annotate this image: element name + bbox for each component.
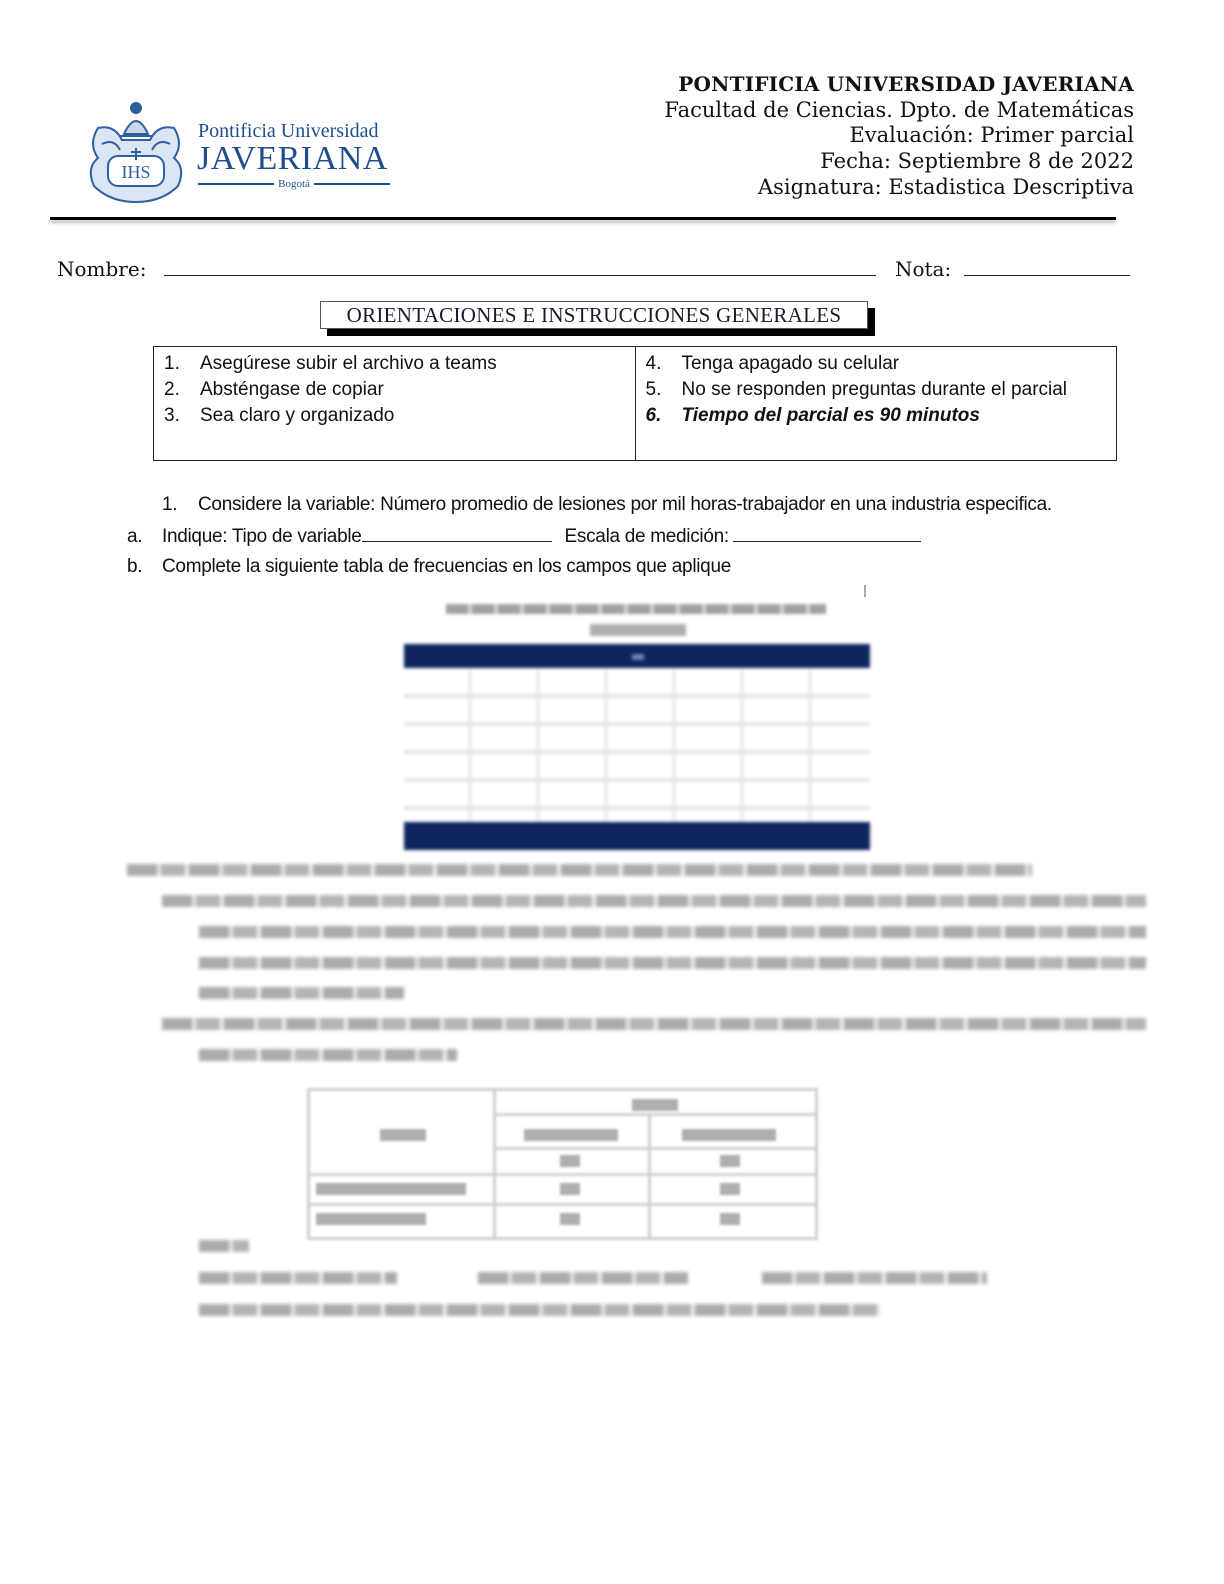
- blurred-cell: [316, 1213, 426, 1225]
- frequency-table-body: [404, 670, 870, 820]
- name-field[interactable]: [164, 257, 876, 276]
- blurred-cell: [632, 1099, 678, 1111]
- blurred-answer-field: [199, 1272, 397, 1284]
- blurred-cell: [720, 1213, 740, 1225]
- question-letter: a.: [127, 526, 143, 547]
- blurred-cell: [560, 1213, 580, 1225]
- blurred-line: [199, 987, 404, 999]
- institution-name: PONTIFICIA UNIVERSIDAD JAVERIANA: [678, 72, 1134, 96]
- instruction-text: Asegúrese subir el archivo a teams: [200, 353, 497, 374]
- logo-rule-right: [314, 183, 390, 185]
- instruction-text: Tiempo del parcial es 90 minutos: [681, 405, 980, 426]
- frequency-table-footer-row: [404, 822, 870, 850]
- student-info-row: [57, 257, 1130, 282]
- question-1: [162, 494, 1052, 516]
- logo-text-city: [198, 178, 390, 190]
- variable-type-field[interactable]: [362, 525, 552, 542]
- frequency-table: [404, 596, 870, 852]
- blurred-cell: [682, 1129, 776, 1141]
- blurred-answer-field: [762, 1272, 987, 1284]
- blurred-cell: [720, 1183, 740, 1195]
- question-text: Complete la siguiente tabla de frecuencias en los campos que aplique: [162, 556, 731, 577]
- blurred-cell: [316, 1183, 466, 1195]
- instruction-number: 1.: [164, 353, 180, 374]
- university-logo: [80, 94, 400, 206]
- exam-header: [664, 72, 1134, 201]
- instruction-text: Absténgase de copiar: [200, 379, 384, 400]
- blurred-cell: [380, 1129, 426, 1141]
- blurred-answer-field: [478, 1272, 688, 1284]
- question-1a: [127, 525, 921, 548]
- frequency-table-title-blurred: [446, 604, 826, 614]
- instruction-item: [646, 351, 1107, 377]
- instruction-item-time-limit: [646, 403, 1107, 429]
- grade-label: Nota:: [894, 257, 952, 281]
- instruction-text: Tenga apagado su celular: [681, 353, 900, 374]
- evaluation-line: Evaluación: Primer parcial: [849, 123, 1134, 148]
- instruction-text: No se responden preguntas durante el parcial: [681, 379, 1068, 400]
- logo-city-label: Bogotá: [278, 178, 310, 190]
- instruction-text: Sea claro y organizado: [200, 405, 395, 426]
- subject-line: Asignatura: Estadistica Descriptiva: [757, 174, 1134, 199]
- blurred-cell: [524, 1129, 618, 1141]
- blurred-line: [199, 926, 1146, 938]
- blurred-cell: [560, 1155, 580, 1167]
- question-text-scale: Escala de medición:: [564, 526, 729, 547]
- name-label: Nombre:: [57, 257, 147, 281]
- faculty-line: Facultad de Ciencias. Dpto. de Matemáticas: [664, 97, 1134, 122]
- blurred-cell: [560, 1183, 580, 1195]
- table-divider: [493, 1113, 815, 1116]
- logo-text-javeriana: JAVERIANA: [197, 140, 388, 177]
- question-text: Considere la variable: Número promedio de lesiones por mil horas-trabajador en una industria especifica.: [198, 494, 1052, 515]
- question-letter: b.: [127, 556, 143, 577]
- blurred-line: [199, 1049, 457, 1061]
- header-divider: [50, 217, 1116, 220]
- contingency-table: [307, 1088, 818, 1240]
- logo-rule-left: [198, 183, 274, 185]
- logo-text-pontificia: Pontificia Universidad: [198, 120, 379, 142]
- instruction-number: 4.: [645, 353, 662, 374]
- table-divider: [310, 1173, 815, 1176]
- instruction-number: 3.: [164, 405, 180, 426]
- svg-text:IHS: IHS: [121, 162, 151, 182]
- blurred-line: [199, 957, 1146, 969]
- university-crest-icon: [80, 94, 192, 206]
- instructions-left-column: [154, 347, 635, 460]
- date-line: Fecha: Septiembre 8 de 2022: [820, 149, 1134, 174]
- instructions-right-column: [635, 347, 1117, 460]
- measurement-scale-field[interactable]: [733, 525, 921, 542]
- instruction-item: [164, 403, 625, 429]
- instruction-number: 2.: [164, 379, 180, 400]
- blurred-line-q3: [162, 1018, 1146, 1030]
- frequency-table-header-label-blurred: [632, 654, 644, 660]
- instruction-item: [164, 351, 625, 377]
- question-1b: [127, 556, 731, 578]
- question-text: Indique: Tipo de variable: [162, 526, 362, 547]
- instructions-box: [153, 346, 1117, 461]
- instruction-item: [646, 377, 1107, 403]
- instruction-number: 5.: [645, 379, 662, 400]
- table-divider: [493, 1147, 815, 1150]
- orientations-title: ORIENTACIONES E INSTRUCCIONES GENERALES: [320, 301, 868, 329]
- question-number: 1.: [162, 494, 178, 515]
- blurred-line-q2: [162, 895, 1146, 907]
- instruction-number: 6.: [645, 405, 662, 426]
- table-divider: [310, 1203, 815, 1206]
- blurred-line: [199, 1304, 881, 1316]
- blurred-line: [199, 1240, 249, 1252]
- frequency-table-subtitle-blurred: [590, 624, 686, 636]
- instruction-item: [164, 377, 625, 403]
- blurred-line-c: [127, 864, 1032, 876]
- grade-field[interactable]: [964, 257, 1130, 276]
- blurred-cell: [720, 1155, 740, 1167]
